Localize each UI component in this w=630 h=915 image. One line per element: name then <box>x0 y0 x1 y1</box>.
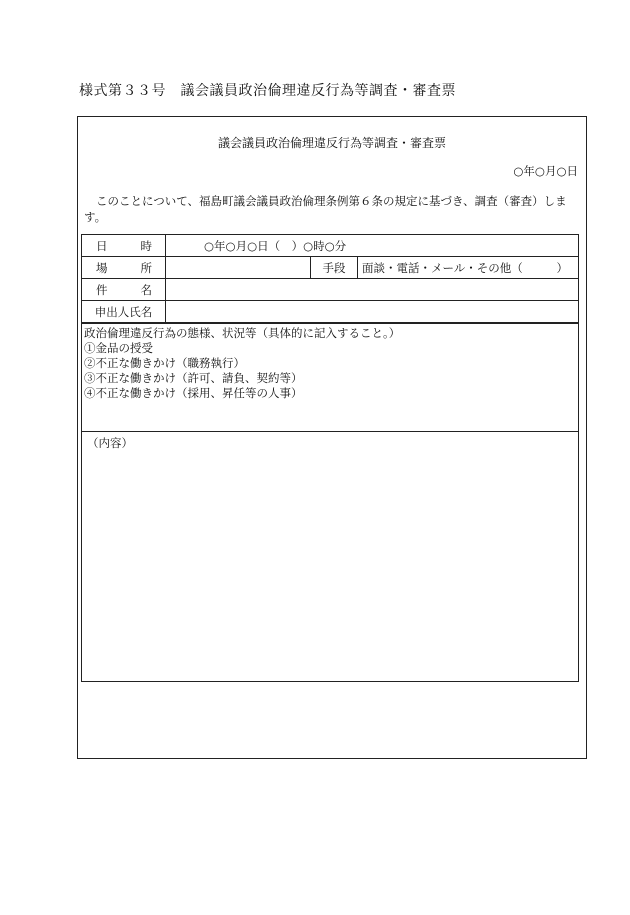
row-place <box>82 257 578 279</box>
violation-item: ②不正な働きかけ（職務執行） <box>84 356 245 370</box>
document-title: 議会議員政治倫理違反行為等調査・審査票 <box>217 136 446 150</box>
subject-field[interactable] <box>166 279 578 300</box>
row-applicant <box>82 301 578 323</box>
content-field[interactable] <box>82 431 578 681</box>
datetime-label: 日 時 <box>82 235 166 256</box>
document-date: ○年○月○日 <box>513 164 578 178</box>
form-number-title: 様式第３３号 議会議員政治倫理違反行為等調査・審査票 <box>79 83 456 99</box>
row-datetime <box>82 235 578 257</box>
form-table <box>81 234 579 682</box>
intro-text: このことについて、福島町議会議員政治倫理条例第６条の規定に基づき、調査（審査）します。 <box>84 194 567 224</box>
place-field[interactable] <box>166 257 311 278</box>
violation-item: ③不正な働きかけ（許可、請負、契約等） <box>84 371 303 385</box>
means-label: 手段 <box>311 257 358 278</box>
violation-heading: 政治倫理違反行為の態様、状況等（具体的に記入すること。） <box>84 326 401 340</box>
content-label: （内容） <box>87 436 133 450</box>
applicant-field[interactable] <box>166 301 578 322</box>
row-subject <box>82 279 578 301</box>
violation-item: ①金品の授受 <box>84 341 153 355</box>
subject-label: 件 名 <box>82 279 166 300</box>
violation-item: ④不正な働きかけ（採用、昇任等の人事） <box>84 386 303 400</box>
applicant-label: 申出人氏名 <box>82 301 166 322</box>
violation-description-block <box>82 323 578 431</box>
place-label: 場 所 <box>82 257 166 278</box>
form-outer-box <box>77 116 587 759</box>
means-value[interactable]: 面談・電話・メール・その他（ ） <box>362 260 568 275</box>
datetime-value[interactable]: ○年○月○日（ ）○時○分 <box>204 238 347 253</box>
